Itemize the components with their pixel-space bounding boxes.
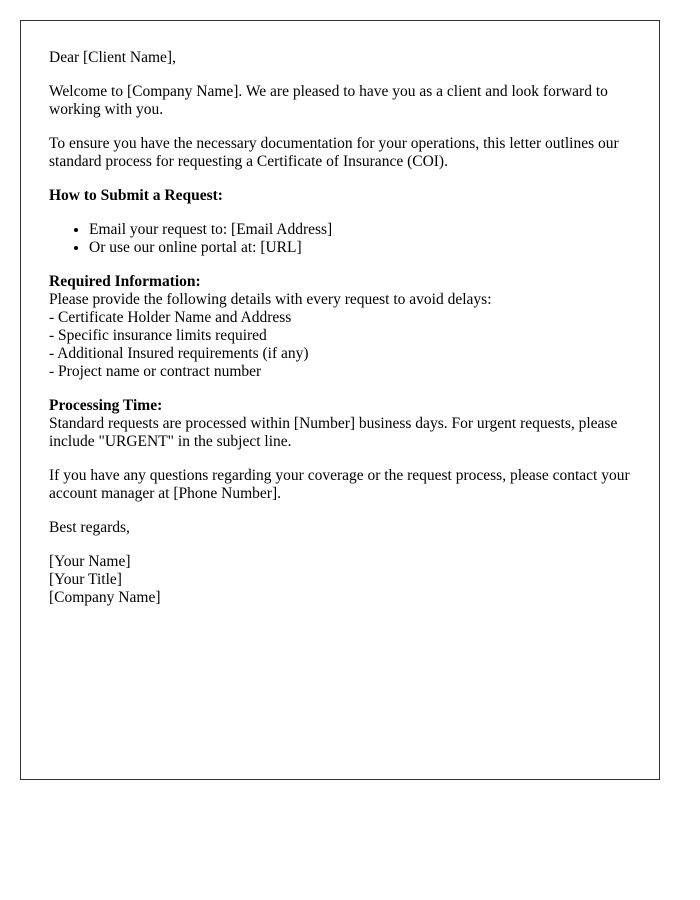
submit-item-portal: • Or use our online portal at: [URL] xyxy=(89,239,634,257)
signature-block xyxy=(49,553,634,607)
intro-paragraph: To ensure you have the necessary documentation for your operations, this letter outlines our standard process for requesting a Certificate of Insurance (COI). xyxy=(49,135,619,170)
signature-name: [Your Name] xyxy=(49,553,131,570)
processing-time-section xyxy=(49,397,634,451)
welcome-paragraph: Welcome to [Company Name]. We are pleased to have you as a client and look forward to working with you. xyxy=(49,83,608,118)
submit-section xyxy=(49,187,634,205)
questions-paragraph: If you have any questions regarding your coverage or the request process, please contact your account manager at [Phone Number]. xyxy=(49,467,630,502)
required-info-heading: Required Information: xyxy=(49,273,201,290)
signature-company: [Company Name] xyxy=(49,589,161,606)
processing-time-heading: Processing Time: xyxy=(49,397,163,414)
processing-time-text: Standard requests are processed within [Number] business days. For urgent requests, please include "URGENT" in the subject line. xyxy=(49,415,618,450)
required-info-item: - Certificate Holder Name and Address xyxy=(49,309,292,326)
required-info-intro: Please provide the following details with every request to avoid delays: xyxy=(49,291,492,308)
required-info-item: - Project name or contract number xyxy=(49,363,262,380)
signature-title: [Your Title] xyxy=(49,571,122,588)
submit-heading: How to Submit a Request: xyxy=(49,187,223,204)
letter-body xyxy=(49,49,634,607)
required-info-section xyxy=(49,273,634,381)
required-info-item: - Additional Insured requirements (if any) xyxy=(49,345,309,362)
letter-page xyxy=(20,20,660,780)
submit-list xyxy=(49,221,634,257)
salutation: Dear [Client Name], xyxy=(49,49,176,66)
closing: Best regards, xyxy=(49,519,130,536)
submit-item-email: • Email your request to: [Email Address] xyxy=(89,221,634,239)
required-info-item: - Specific insurance limits required xyxy=(49,327,267,344)
